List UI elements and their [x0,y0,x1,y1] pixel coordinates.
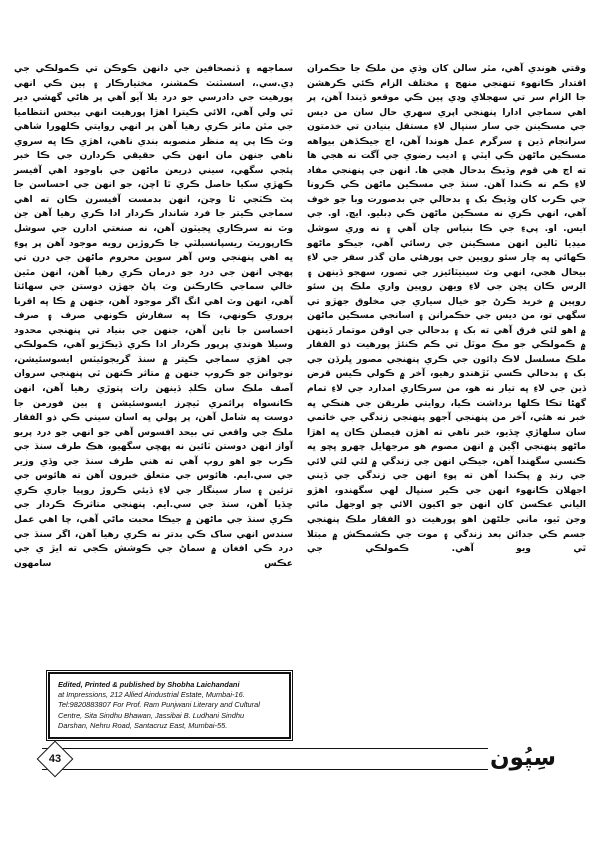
column-right-paragraph: وقتي هوندي آهي، مٿر سالن کان وڌي من ملڪ جا حڪمران اقتدار ڪانهوء تنهنجي منهج ۽ مختلف الزام ڪئي ڪرهشن جا الزام سر تي سهجلاي وڍي پين ڪي موقعو ڏيندا آهن، پر اهي سماجي ادارا پنهنجي اپري سهري حال سان من ديس جي مسڪينن جي سار سنڀال لاءِ مستقل بنيادن تي خذمتون سرانجام ڏين ۽ سرگرم عمل هوندا آهن، اڄ جيڪڏهن بيواهه مسڪين ماڻهن ڪي ايٽي ۽ اديب رضوي جي آگت نه هجي ها ته اڄ هي قوم وڌيڪ بدحال هجي ها. انهن جي پنهنجي مفاد لاءِ ڪم نه ڪندا آهن. سنڌ جي مسڪين ماڻهن ڪي ڪرونا جي ڪرب کان وڌيڪ بک ۽ بدحالي جي بدصورت وبا جو خوف آهي، انهي ڪري نه مسڪين ماڻهن ڪي ڊبليو. ايڇ. او. جي ايس. او. پيءِ جي ڪا بنياس چان آهي ۽ نه وري سوشل ميڊيا ٽالين انهن مسڪينن جي رسائي آهي، جيڪو ماڻهو ڪهائي ڀه چار سئو روپين جي پورهئي مان گذر سفر جي لاءِ بيحال هجي، انهي وٽ سينيٽائيزر جي تصور، سهجو ڏينهن ۽ الرس ڪان ڀچن جي لاءِ ويهن روپين واري ملڪ ڀن سئو روپين ۾ خريد ڪرڻ جو خيال سياري جي مخلوق جهڙو تي سگهي تو، من ديس جي حڪمرانن ۽ اسانجي مسڪين ماڻهن ۾ اهو لئي فرق آهي ته بک ۽ بدحالي جي اوقن موتمار ڏينهن ۾ ڪمولڪي جو مڪ موٽل تي ڪم ڪنئڙ پورهيت ذو الفقار ملڪ مسلسل لاڪ ڊائون جي ڪري پنهنجي مصور ڀلرڏن جي بک ۽ بدحالي ڪسي ٽڙهندو رهيو، آخر ۾ ڪولي ڪيس قرض ڏين جي لاءِ ڀه تيار نه هو، من سرڪاري امدارد جي لاءِ تمام گهڻا تڪا ڪلها برداشت ڪيا، روايتي طريقن جي هنڪي ڀه خبر نه هئي، آخر من پنهنجي آجهو پنهنجي زندگي جي خاتمي سان سلهاڙي ڇڏيو، خبر ناهي ته اهڙن فيصلن ڪان ڀه اهڙا ماڻهو پنهنجي اڳين ۾ انهن مصوم هو مرجهايل چهرو ڀچو ڀه ڪنسي سگهندا آهن، جيڪي انهن جي زندگي ۾ لئي لئي لائي جي رنڊ ۾ پڪندا آهن ته پوءِ انهن جي زندگي جي ڏيني اجهلان ڪانهوء انهن جي ڪير سنڀال لهي سگهندو، اهڙو الياني عڪسن کان انهن جو اکيون الائي چو اوجهل مائي وجن ٿيو، ماني جلڻهن اهو پورهيت ذو الفقار ملڪ پنهنجي جسم ڪي جدائن بعد زندگي ۽ موت جي ڪشمڪش ۾ مبتلا ٿي ويو آهي. ڪمولڪي جي [307,64,586,555]
page-footer [42,742,558,776]
page-number-label: 43 [48,753,62,765]
imprint-line-1: Edited, Printed & published by Shobha Laichandani [58,680,240,689]
imprint-line-2: at Impressions, 212 Allied Aindustrial Estate, Mumbai-16. [58,690,245,700]
imprint-line-4: Centre, Sita Sindhu Bhawan, Jassibai B. Ludhani Sindhu [58,710,245,720]
text-column-left [14,62,293,662]
imprint-line-5: Darshan, Nehru Road, Santacruz East, Mumbai-55. [58,720,228,730]
imprint-line-3: Tel:9820883807 For Prof. Ram Punjwani Literary and Cultural [58,700,260,710]
footer-rule-bottom [42,769,558,770]
text-column-right [307,62,586,662]
page-number-diamond [37,741,74,778]
article-body [14,62,586,662]
masthead-title: سِپُون [488,742,558,774]
column-left-paragraph: سماجهه ۽ ڏنصحافين جي دانهن ڪوڪن تي ڪمولڪي جي ڊي.سي.، اسسٽنٽ ڪمشنر، مختيارڪار ۽ ٻين ڪي انهي پورهيت جي دادرسي جو درد يلا آيو آهي پر هاڻي گهشي دير ٿي ولي آهي، الائي ڪيترا اهڙا پورهيت انهي بيحس انتظاميا جي مٿن ماٺر ڪري رهيا آهن پر انهي روايتي ڪلهورا شاهي وٽ ڪا ٻي ڀه منظر منصوبه بندي ناهي، اهڙي ڪا ڀه سروي ناهي جنهن مان انهن ڪي حقيقي ڪردارن جي ڪا خبر پئجي سگهي، سيني ذريعن ماڻهن جي باوجود اهي آفيسر ڪهڙي سکيا حاصل ڪري ٿا اچن، جو انهن جي احساسن جا پٽ ڪٽجي ٿا وڃن، انهن بدمست آفيسرن ڪان ته اهي سماجي ڪيتر جا فرد شاندار ڪردار ادا ڪري رهيا آهن جن وٽ نه سرڪاري ڀجيٽون آهن، نه صنعتي ادارن جي سوشل ڪارپوريٽ ريسپانسبلٽي جا ڪروڙين رويه موجود آهن پر پوءِ ڀه اهي پنهنجي وس آهر سوين محروم ماڻهن جي درن تي پهچي انهن جي درد جو درمان ڪري رهيا آهن، انهن مٿين خالي سماجي ڪارڪنن وٽ پاڻ جهڙن دوستن جي سهائتا آهي، انهن وٽ اهي انگ اگر موجود آهن، جنهن ۾ ڪا ڀه اقربا پروري ڪونهي، ڪا ڀه سفارش ڪونهي صرف ۽ صرف احساسن جا ناين آهن، جنهن جي بنياد تي پنهنجي محدود وسيلا هوندي پرپور ڪردار ادا ڪري ڏيڪڙيو آهي، ڪمولڪي جي اهڙي سماجي ڪيتر ۾ سنڌ گريجوئيٽس ايسوسئيشن، نوجوانن جو ڪروپ جنهن ۾ متاثر ڪنهن ٿي پنهنجي سروان آصف ملڪ سان ڪلڊ ڏينهن رات پتوڙي رهيا آهن، انهن ڪانسواه پرائمري ٽيچرز ايسوسئيشن ۽ ٻين فورمن جا دوست ڀه شامل آهن، پر پولي ڀه اسان سيني ڪي ذو الفقار ملڪ جي واقعي تي بيحد افسوس آهي جو انهي جو درد پريو آواز انهن دوستن ٽائين نه پهچي سگهيو، هڪ طرف سنڌ جي ڪرب جو اهو روپ آهي ته هني طرف سنڌ جي وڏي وزير جي سي.ايم. هائوس جي متعلق خبرون آهن ته هائوس جي تزئين ۽ سار سينگار جي لاءِ ڏيئي ڪروڙ روپيا جاري ڪري ڇڏيا آهن، سنڌ جي سي.ايم. پنهنجي متاثرڪ ڪردار جي ڪري سنڌ جي ماڻهن ۾ جيڪا محبت ماڻي آهي، چا اهي عمل سندس انهي ساک ڪي بدتر نه ڪري رهيا آهن، اگر سنڌ جي درد ڪي افغان ۾ سماڻ جي ڪوشش ڪجي ته ايڙ ي جي عڪس سامهون [14,64,293,569]
imprint-box [48,672,291,739]
footer-rule-top [42,748,558,749]
